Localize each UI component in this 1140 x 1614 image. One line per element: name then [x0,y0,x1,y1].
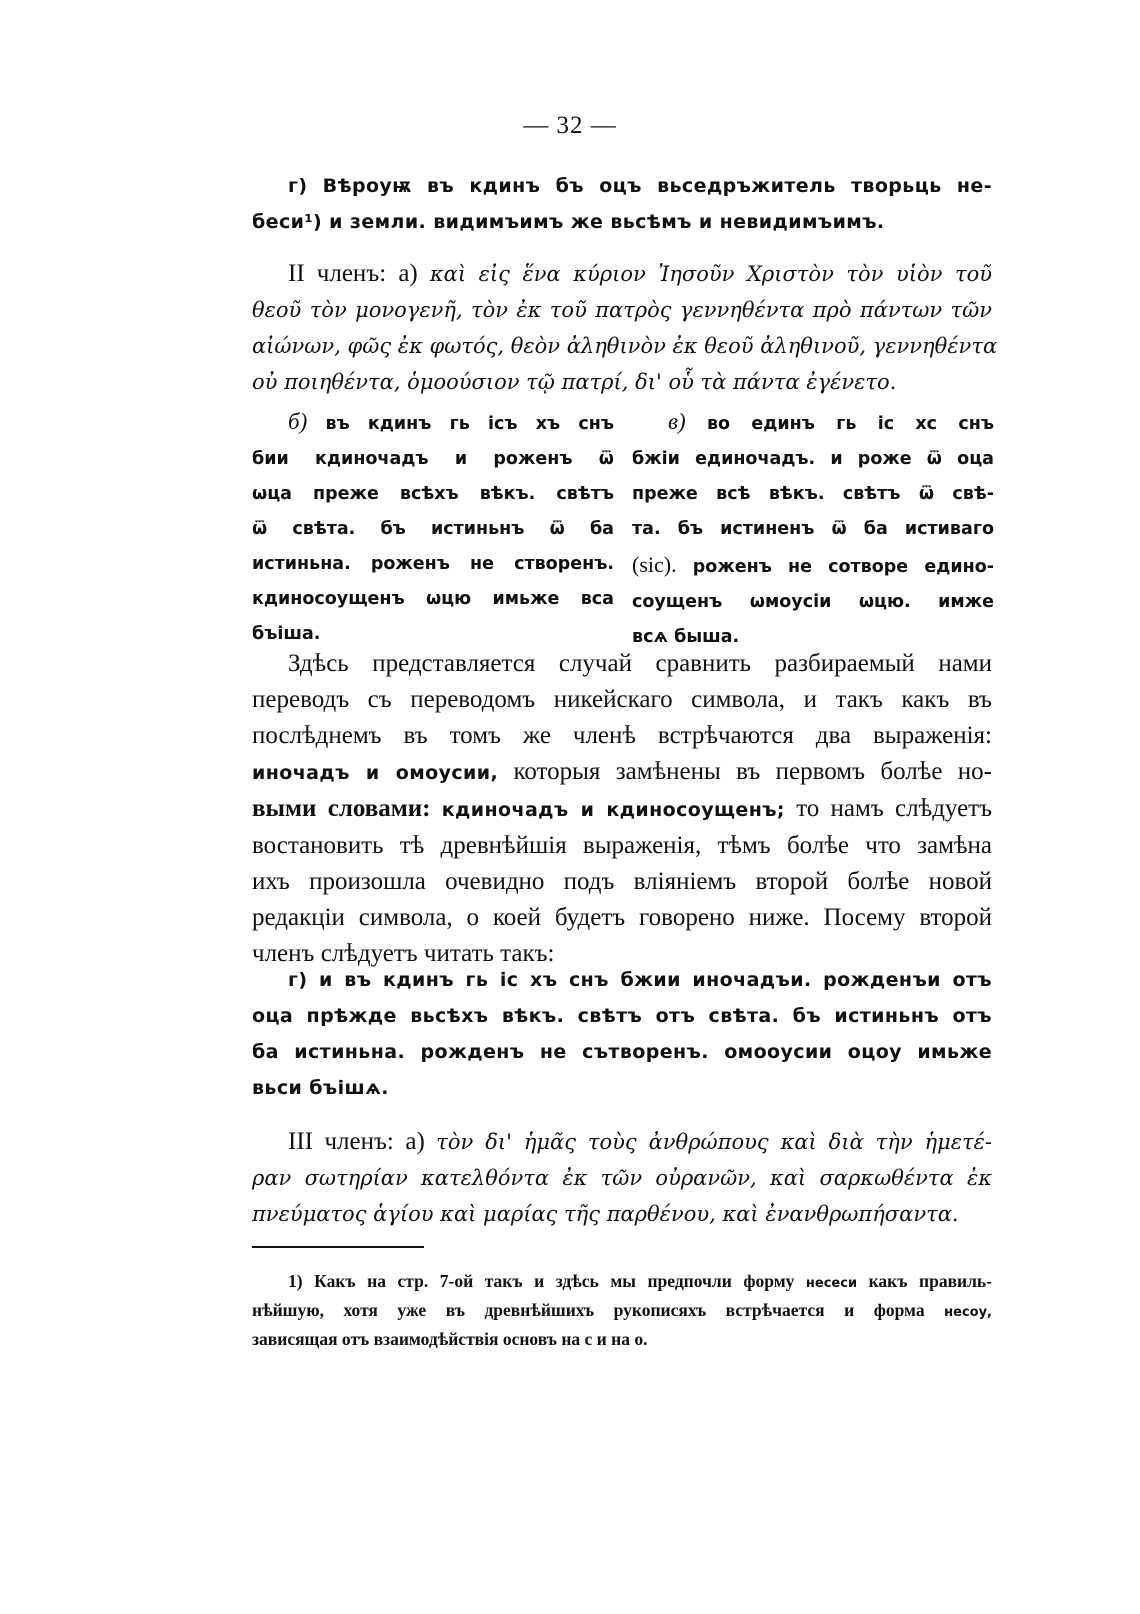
text-span: то намъ слѣдуетъ [796,795,993,822]
text-span: нѣйшую, хотя уже въ древнѣйшихъ рукописяхъ встрѣчается и форма [252,1300,925,1320]
text-span: которыя замѣнены въ первомъ болѣе но- [513,758,992,785]
greek-text: καὶ εἰς ἕνα κύριον Ἰησοῦν Χριστὸν τὸν υἱὸν τοῦ [429,262,992,286]
slavonic-text: несоу, [944,1305,992,1320]
slavonic-text: преже всѣ вѣкъ. свѣтъ ѿ свѣ- [632,484,994,504]
text-line [252,256,992,292]
slavonic-text: роженъ не сотворе едино- [692,557,994,577]
slavonic-text: ба истиньна. рожденъ не сътворенъ. омооусии оцоу имьже [252,1041,992,1063]
text-line [632,404,994,442]
footnote [252,1268,992,1352]
member-two-greek [252,256,998,400]
text-line: редакціи символа, о коей будетъ говорено ниже. Посему второй [252,904,992,931]
discussion-paragraph [252,646,992,972]
greek-text: αἰώνων, φῶς ἐκ φωτός, θεὸν ἀληθινὸν ἐκ θεοῦ ἀληθινοῦ, γεννηθέντα [252,334,998,358]
text-line: беси¹) и земли. видимъимъ же вьсѣмъ и невидимъимъ. [252,211,885,233]
text-line [252,404,614,442]
member-label: III членъ: а) [288,1128,425,1155]
slavonic-text: кдиночадъ и кдиносоущенъ; [441,799,785,821]
text-span: 1) Какъ на стр. 7-ой такъ и здѣсь мы предпочли форму [288,1271,795,1291]
text-line [632,547,994,585]
slavonic-text: та. бъ истиненъ ѿ ба истиваго [632,519,994,539]
slavonic-text: несеси [805,1276,858,1291]
text-line [252,791,992,828]
text-line [252,1124,992,1160]
text-line [252,1268,992,1297]
slavonic-text: оца прѣжде вьсѣхъ вѣкъ. свѣтъ отъ свѣта. бъ истиньнъ отъ [252,1005,992,1027]
text-line: востановить тѣ древнѣйшія выраженія, тѣмъ болѣе что замѣна [252,832,992,859]
column-label: б) [288,409,308,434]
text-line: послѣднемъ въ томъ же членѣ встрѣчаются два выраженія: [252,722,992,749]
text-line: зависящая отъ взаимодѣйствія основъ на с и на о. [252,1329,648,1349]
text-line: г) Вѣроуѭ въ кдинъ бъ оцъ вьседръжитель творьць не- [288,175,992,197]
slavonic-text: соущенъ ѡмоусіи ѡцю. имже [632,592,994,612]
slavonic-text: кдиносоущенъ ѡцю имьже вса [252,589,614,609]
member-label: II членъ: а) [288,260,418,287]
slavonic-text: всѧ быша. [632,627,740,647]
footnote-rule [252,1246,424,1248]
slavonic-text: во единъ гь іс хс снъ [706,414,994,434]
slavonic-text: ѡца преже всѣхъ вѣкъ. свѣтъ [252,484,614,504]
text-line: переводъ съ переводомъ никейскаго символа, и такъ какъ въ [252,686,992,713]
text-line: ихъ произошла очевидно подъ вліяніемъ второй болѣе новой [252,868,992,895]
slavonic-text: г) и въ кдинъ гь іс хъ снъ бжии иночадъи. рожденъи отъ [288,969,992,991]
slavonic-text: истиньна. роженъ не створенъ. [252,554,614,574]
greek-text: ραν σωτηρίαν κατελθόντα ἐκ τῶν οὐρανῶν, καὶ σαρκωθέντα ἐκ [252,1166,992,1190]
text-line [252,1297,992,1326]
greek-text: οὐ ποιηθέντα, ὁμοούσιον τῷ πατρί, δι' οὗ τὰ πάντα ἐγένετο. [252,370,897,394]
slavonic-paragraph-g-revised [252,962,992,1106]
text-line: Здѣсь представляется случай сравнить разбираемый нами [288,650,992,677]
column-b [252,404,614,652]
text-line [252,754,992,791]
slavonic-paragraph-g [252,168,992,240]
text-span: выми словами: [252,795,431,822]
slavonic-text: иночадъ и омоусии, [252,762,499,784]
page-number: — 32 — [523,112,617,139]
column-v [632,404,994,655]
text-span: какъ правиль- [868,1271,993,1291]
slavonic-text: бъіша. [252,624,321,644]
column-label: в) [668,409,686,434]
member-three-greek [252,1124,992,1232]
greek-text: θεοῦ τὸν μονογενῆ, τὸν ἐκ τοῦ πατρὸς γεννηθέντα πρὸ πάντων τῶν [252,298,992,322]
greek-text: τὸν δι' ἡμᾶς τοὺς ἀνθρώπους καὶ διὰ τὴν ἡμετέ- [436,1130,993,1154]
slavonic-text: ѿ свѣта. бъ истиньнъ ѿ ба [252,519,614,539]
text-line: членъ слѣдуетъ читать такъ: [252,940,555,967]
slavonic-text: бжіи единочадъ. и роже ѿ оца [632,449,994,469]
sic-note: (sic). [632,552,677,577]
slavonic-text: въ кдинъ гь ісъ хъ снъ [325,414,615,434]
slavonic-text: бии кдиночадъ и роженъ ѿ [252,449,614,469]
greek-text: πνεύματος ἁγίου καὶ μαρίας τῆς παρθένου, καὶ ἐνανθρωπήσαντα. [252,1202,959,1226]
slavonic-text: вьси бъішѧ. [252,1077,389,1099]
